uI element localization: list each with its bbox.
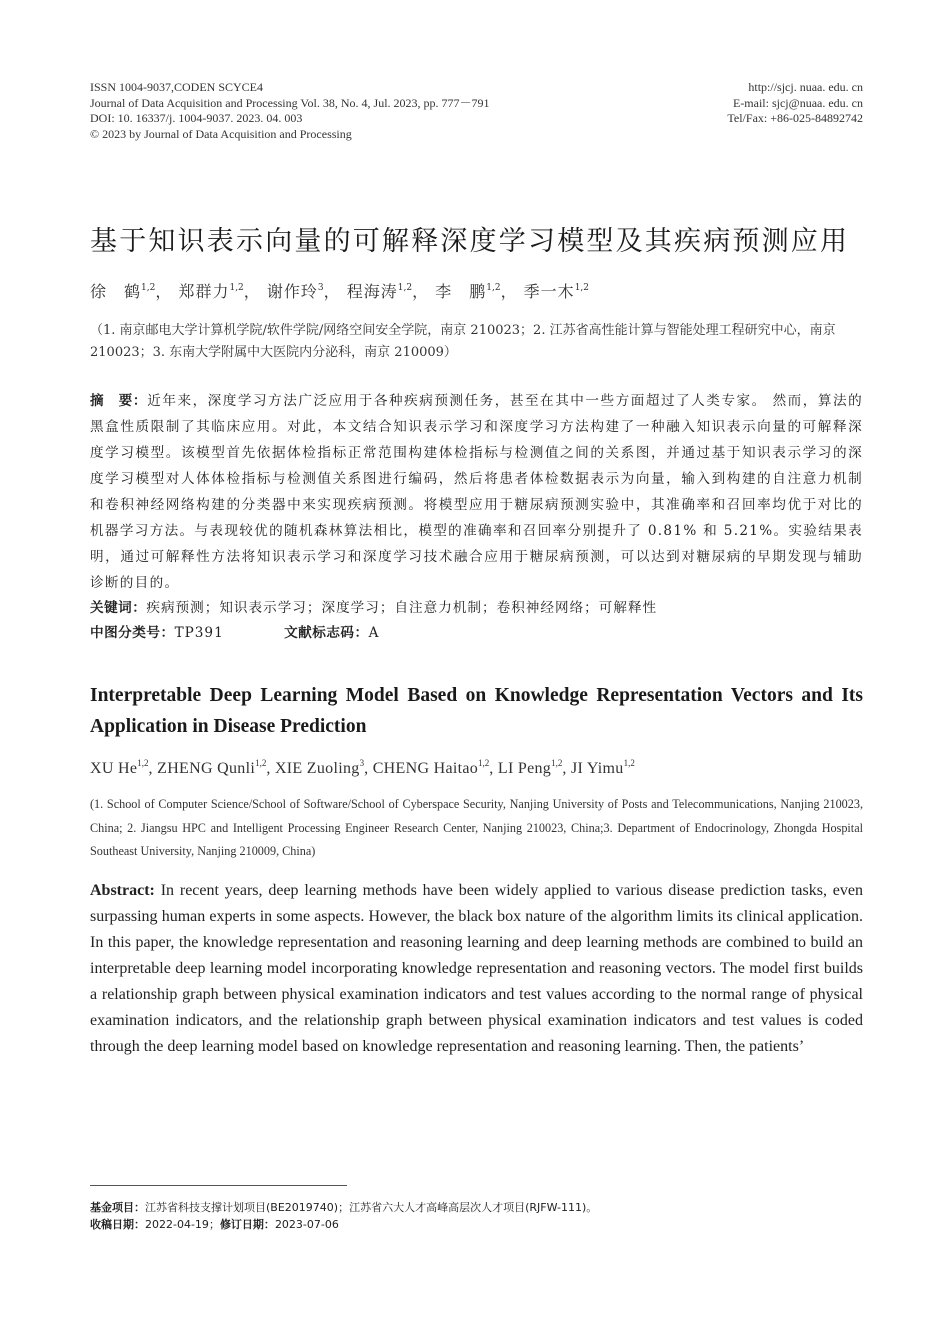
author-affil-sup: 1,2 <box>486 283 501 293</box>
revised-date: 2023-07-06 <box>274 1218 339 1231</box>
author-cn: 李 鹏 <box>435 282 487 301</box>
journal-url[interactable]: http://sjcj. nuaa. edu. cn <box>748 80 863 94</box>
author-en: LI Peng <box>497 760 552 777</box>
author-affil-sup: 1,2 <box>574 283 590 293</box>
fund-label: 基金项目： <box>90 1201 145 1214</box>
abstract-cn-text: 近年来，深度学习方法广泛应用于各种疾病预测任务，甚至在其中一些方面超过了人类专家。 然而，算法的黑盒性质限制了其临床应用。对此，本文结合知识表示学习和深度学习方法构建了一种融入知识表示向量的可解释深度学习模型。该模型首先依据体检指标正常范围构建体检指标与检测值之间的关系图，并通过基于知识表示学习的深度学习模型对人体体检指标与检测值关系图进行编码，然后将患者体检数据表示为向量，输入到构建的自注意力机制和卷积神经网络构建的分类器中来实现疾病预测。将模型应用于糖尿病预测实验中，其准确率和召回率均优于对比的机器学习方法。与表现较优的随机森林算法相比，模型的准确率和召回率分别提升了 0.81% 和 5.21%。实验结果表明，通过可解释性方法将知识表示学习和深度学习技术融合应用于糖尿病预测，可以达到对糖尿病的早期发现与辅助诊断的目的。 <box>90 393 864 591</box>
author-separator: ， <box>155 282 173 301</box>
fund-text: 江苏省科技支撑计划项目(BE2019740)；江苏省六大人才高峰高层次人才项目(RJFW-111)。 <box>145 1201 598 1214</box>
author-separator: , <box>489 760 498 777</box>
keywords-chinese <box>90 596 863 621</box>
author-affil-sup: 3 <box>359 758 365 768</box>
affiliation-chinese: （1. 南京邮电大学计算机学院/软件学院/网络空间安全学院，南京 210023；2. 江苏省高性能计算与智能处理工程研究中心，南京 210023；3. 东南大学附属中大医院内分泌科，南京 210009） <box>90 323 836 360</box>
author-separator: ， <box>500 282 518 301</box>
author-separator: , <box>364 760 373 777</box>
abstract-en-text: In recent years, deep learning methods have been widely applied to various disease prediction tasks, even surpassing human experts in some aspects. However, the black box nature of the algorithm limits its clinical application. In this paper, the knowledge representation and reasoning learning and deep learning methods are combined to build an interpretable deep learning model incorporating knowledge representation and reasoning vectors. The model first builds a relationship graph between physical examination indicators and test values according to the normal range of physical examination indicators, and the relationship graph between physical examination indicators and test values is coded through the deep learning model based on knowledge representation and reasoning learning. Then, the patients’ <box>90 881 863 1055</box>
issn-line: ISSN 1004-9037,CODEN SCYCE4 <box>90 80 264 94</box>
journal-email[interactable]: E-mail: sjcj@nuaa. edu. cn <box>732 95 863 110</box>
author-affil-sup: 1,2 <box>255 758 267 768</box>
title-chinese: 基于知识表示向量的可解释深度学习模型及其疾病预测应用 <box>90 226 850 257</box>
authors-chinese <box>90 279 863 302</box>
author-separator: , <box>562 760 571 777</box>
revised-label: 修订日期： <box>219 1218 275 1231</box>
journal-citation-line: Journal of Data Acquisition and Processing Vol. 38, No. 4, Jul. 2023, pp. 777－791 <box>90 95 490 110</box>
author-affil-sup: 1,2 <box>478 758 490 768</box>
author-separator: , <box>148 760 158 777</box>
abstract-english <box>90 878 863 1060</box>
clc-value: TP391 <box>174 625 224 641</box>
doc-code-value: A <box>368 625 380 641</box>
keywords-cn-text: 疾病预测；知识表示学习；深度学习；自注意力机制；卷积神经网络；可解释性 <box>146 600 658 616</box>
author-cn: 谢作玲 <box>266 282 318 301</box>
footnotes <box>90 1199 597 1233</box>
abstract-en-label: Abstract: <box>90 881 155 899</box>
received-date: 2022-04-19 <box>145 1218 209 1231</box>
author-separator: , <box>266 760 275 777</box>
document-code <box>284 621 379 646</box>
author-affil-sup: 1,2 <box>141 283 156 293</box>
affiliation-english: (1. School of Computer Science/School of Software/School of Cyberspace Security, Nanjing University of Posts and Telecommunications, Nanjing 210023, China; 2. Jiangsu HPC and Intelligent Processing Engineer Research Center, Nanjing 210023, China;3. Department of Endocrinology, Zhongda Hospital Southeast University, Nanjing 210009, China) <box>90 797 863 858</box>
author-cn: 季一木 <box>523 282 575 301</box>
author-en: XU He <box>90 760 138 777</box>
footnote-divider <box>90 1185 347 1186</box>
abstract-cn-label: 摘 要： <box>90 393 148 409</box>
author-affil-sup: 1,2 <box>551 758 563 768</box>
author-affil-sup: 1,2 <box>623 758 635 768</box>
author-separator: ， <box>323 282 341 301</box>
author-en: XIE Zuoling <box>274 760 360 777</box>
doi-line: DOI: 10. 16337/j. 1004-9037. 2023. 04. 003 <box>90 111 303 125</box>
clc-label: 中图分类号： <box>90 625 175 641</box>
abstract-chinese <box>90 388 863 596</box>
journal-telfax: Tel/Fax: +86-025-84892742 <box>727 111 863 125</box>
dates-separator: ； <box>208 1218 220 1231</box>
authors-english <box>90 758 863 778</box>
author-affil-sup: 1,2 <box>137 758 149 768</box>
journal-header <box>90 80 863 150</box>
author-en: JI Yimu <box>570 760 624 777</box>
author-en: CHENG Haitao <box>372 760 479 777</box>
received-label: 收稿日期： <box>90 1218 145 1231</box>
author-affil-sup: 1,2 <box>229 283 244 293</box>
doc-code-label: 文献标志码： <box>284 625 369 641</box>
author-separator: ， <box>412 282 430 301</box>
author-affil-sup: 1,2 <box>397 283 413 293</box>
author-separator: ， <box>243 282 261 301</box>
classification-line <box>90 621 863 646</box>
title-english: Interpretable Deep Learning Model Based on Knowledge Representation Vectors and Its Application in Disease Prediction <box>90 685 863 737</box>
paper-page <box>90 80 863 1060</box>
author-cn: 程海涛 <box>346 282 398 301</box>
copyright-line: © 2023 by Journal of Data Acquisition and Processing <box>90 126 352 141</box>
author-affil-sup: 3 <box>317 283 324 293</box>
dates-line <box>90 1216 597 1233</box>
fund-line <box>90 1199 597 1216</box>
journal-info <box>90 80 490 142</box>
journal-contact <box>727 80 863 127</box>
author-cn: 郑群力 <box>178 282 230 301</box>
keywords-cn-label: 关键词： <box>90 600 147 616</box>
author-en: ZHENG Qunli <box>157 760 256 777</box>
author-cn: 徐 鹤 <box>90 282 142 301</box>
